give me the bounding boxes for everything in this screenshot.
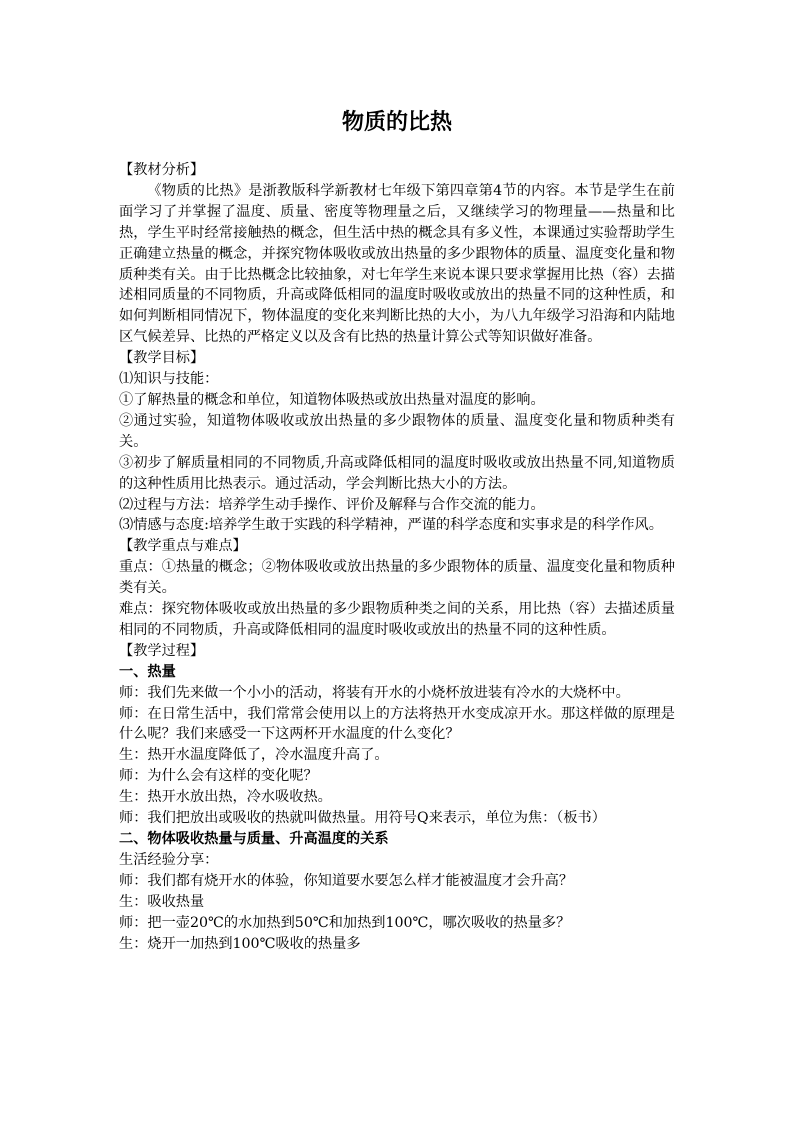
section-heading: 【教学过程】 [119,642,205,659]
document-title: 物质的比热 [341,110,452,135]
section-heading: 【教材分析】 [119,162,205,178]
subsection-heading: 二、物体吸收热量与质量、升高温度的关系 [119,831,389,847]
body-paragraph: 难点：探究物体吸收或放出热量的多少跟物质种类之间的关系，用比热（容）去描述质量相同的不同物质，升高或降低相同的温度时吸收或放出的热量不同的这种性质。 [119,601,675,638]
dialogue-line: 师：把一壶20℃的水加热到50℃和加热到100℃，哪次吸收的热量多？ [119,914,571,931]
dialogue-line: 师：我们先来做一个小小的活动，将装有开水的小烧杯放进装有冷水的大烧杯中。 [119,684,630,701]
subsection-heading: 一、热量 [119,663,176,680]
dialogue-line: 生：热开水放出热，冷水吸收热。 [119,789,332,806]
dialogue-line: 师：为什么会有这样的变化呢？ [119,768,318,785]
body-paragraph: 生活经验分享： [119,851,219,868]
body-paragraph: ⑶情感与态度:培养学生敢于实践的科学精神，严谨的科学态度和实事求是的科学作风。 [119,517,663,534]
section-heading: 【教学重点与难点】 [119,538,247,555]
body-paragraph: ⑴知识与技能： [119,371,219,388]
body-paragraph: ③初步了解质量相同的不同物质,升高或降低相同的温度时吸收或放出热量不同,知道物质的这种性质用比热表示。通过活动，学会判断比热大小的方法。 [119,454,675,492]
body-paragraph: ①了解热量的概念和单位，知道物体吸热或放出热量对温度的影响。 [119,391,545,408]
section-heading: 【教学目标】 [119,350,205,367]
dialogue-line: 生：吸收热量 [119,893,205,910]
dialogue-line: 师：在日常生活中，我们常常会使用以上的方法将热开水变成凉开水。那这样做的原理是什么呢？我们来感受一下这两杯开水温度的什么变化？ [119,705,675,743]
body-paragraph: 重点：①热量的概念；②物体吸收或放出热量的多少跟物体的质量、温度变化量和物质种类有关。 [119,559,675,597]
dialogue-line: 生：烧开一加热到100℃吸收的热量多 [119,935,361,952]
body-paragraph: 《物质的比热》是浙教版科学新教材七年级下第四章第4节的内容。本节是学生在前面学习了并掌握了温度、质量、密度等物理量之后，又继续学习的物理量——热量和比热，学生平时经常接触热的概念，但生活中热的概念具有多义性，本课通过实验帮助学生正确建立热量的概念，并探究物体吸收或放出热量的多少跟物体的质量、温度变化量和物质种类有关。由于比热概念比较抽象，对七年学生来说本课只要求掌握用比热（容）去描述相同质量的不同物质，升高或降低相同的温度时吸收或放出的热量不同的这种性质，和如何判断相同情况下，物体温度的变化来判断比热的大小，为八九年级学习沿海和内陆地区气候差异、比热的严格定义以及含有比热的热量计算公式等知识做好准备。 [119,182,675,346]
document-body [119,160,675,954]
dialogue-line: 师：我们把放出或吸收的热就叫做热量。用符号Q来表示，单位为焦：（板书） [119,810,606,827]
body-paragraph: ②通过实验，知道物体吸收或放出热量的多少跟物体的质量、温度变化量和物质种类有关。 [119,412,675,450]
dialogue-line: 生：热开水温度降低了，冷水温度升高了。 [119,747,389,764]
dialogue-line: 师：我们都有烧开水的体验，你知道要水要怎么样才能被温度才会升高？ [119,872,574,889]
body-paragraph: ⑵过程与方法：培养学生动手操作、评价及解释与合作交流的能力。 [119,496,545,513]
